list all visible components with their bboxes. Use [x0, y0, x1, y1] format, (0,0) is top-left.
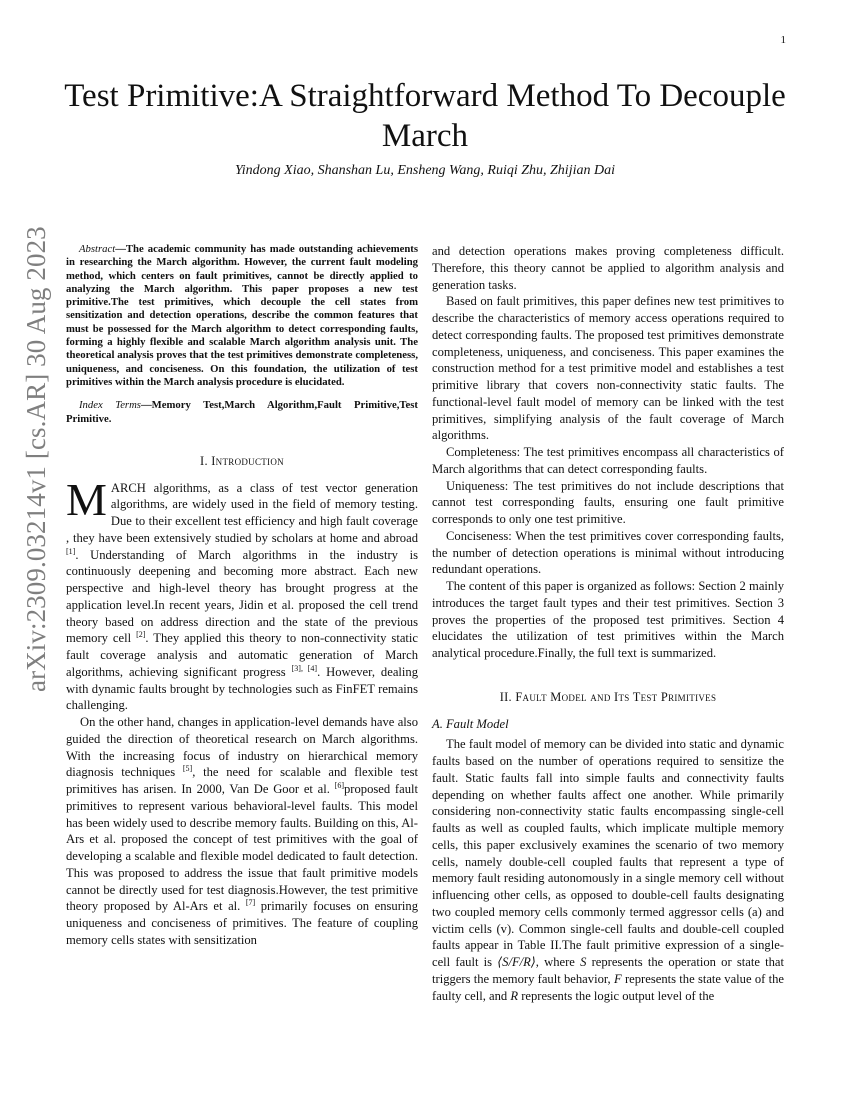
- intro-text: . However, dealing with dynamic faults brought by technologies such as FinFET remains challenging.: [66, 664, 418, 713]
- math-f: F: [613, 971, 622, 986]
- organization-paragraph: The content of this paper is organized as follows: Section 2 mainly introduces the target fault types and their test primitives. Section 3 proves the properties of the proposed test primitives. Section 4 elucidates the utilization of test primitives within the March analytical procedure.Finally, the full text is summarized.: [432, 579, 784, 660]
- right-column: [432, 243, 784, 1004]
- abstract: [66, 243, 418, 389]
- abstract-label: Abstract: [79, 243, 116, 255]
- author-list: Yindong Xiao, Shanshan Lu, Ensheng Wang, Ruiqi Zhu, Zhijian Dai: [235, 163, 615, 178]
- intro-paragraph-1: [66, 473, 418, 715]
- citation: [3], [4]: [291, 663, 318, 673]
- fault-text: represents the operation or state that triggers the memory fault behavior,: [432, 955, 784, 986]
- intro-paragraph-2: [66, 714, 418, 949]
- citation: [1]: [66, 546, 76, 556]
- index-terms-text: —Memory Test,March Algorithm,Fault Primitive,Test Primitive.: [66, 399, 418, 425]
- arxiv-side-stamp: arXiv:2309.03214v1 [cs.AR] 30 Aug 2023: [21, 226, 51, 692]
- completeness-paragraph: Completeness: The test primitives encompass all characteristics of March algorithms that can detect corresponding faults.: [432, 445, 784, 476]
- intro-text: proposed fault primitives to represent various behavioral-level faults. This model has been widely used to describe memory faults. Building on this, Al-Ars et al. proposed the concept of test primitives with the goal of developing a scalable and flexible model dedicated to fault detection. This was proposed to address the issue that fault primitive models cannot be directly used for test diagnosis.However, the test primitive theory proposed by Al-Ars et al.: [66, 782, 418, 914]
- citation: [5]: [182, 764, 193, 774]
- intro-text: . Understanding of March algorithms in the industry is continuously deepening and becoming more abstract. Each new perspective and high-level theory has brought progress at the application level.In recent years, Jidin et al. proposed the cell trend theory based on address direction and the state of the previous memory cell: [66, 547, 418, 646]
- section-heading-fault-model: II. Fault Model and Its Test Primitives: [499, 689, 717, 704]
- fault-text: represents the logic output level of the: [518, 988, 715, 1003]
- citation: [6]: [334, 780, 344, 790]
- fault-text: represents the state value of the faulty cell, and: [432, 971, 784, 1003]
- fault-text: The fault model of memory can be divided into static and dynamic faults based on the number of operations required to sensitize the fault. Static faults fall into simple faults and connectivity faults depending on whether faults affect one another. While primarily considering non-connectivity static faults encompassing single-cell faults as well as coupled faults, which implicate multiple memory cells, this paper exclusively examines the scenario of two memory cells, namely double-cell coupled faults that represent a type of memory fault residing autonomously in a single memory cell without influencing other cells, as opposed to double-cell faults designating two coupled memory cells commonly termed aggressor cells (a) and victim cells (v). Common single-cell faults and double-cell coupled faults appear in Table II.The fault primitive expression of a single-cell fault is: [432, 737, 784, 969]
- fault-model-paragraph: [432, 736, 784, 1004]
- page-number: 1: [780, 34, 786, 46]
- intro-text: ARCH algorithms, as a class of test vector generation algorithms, are widely used in the field of memory testing. Due to their excellent test efficiency and high fault coverage , they have been extensively studied by scholars at home and abroad: [66, 480, 418, 545]
- intro-text: . They applied this theory to non-connectivity static fault coverage analysis and automatic generation of March algorithms, achieving significant progress: [66, 631, 418, 679]
- drop-cap: M: [66, 473, 107, 525]
- abstract-text: —The academic community has made outstanding achievements in researching the March algorithm. However, the current fault modeling method, which centers on fault primitives, cannot be directly applied to analyzing the March algorithm. This paper proposes a new test primitive.The test primitives, which decouple the cell states from sensitization and detection operations, describe the common features that must be possessed for the March algorithm to detect corresponding faults, forming a highly flexible and scalable March algorithm analysis unit. The theoretical analysis proves that the test primitives demonstrate completeness, uniqueness, and conciseness. On this foundation, the utilization of test primitives within the March analysis procedure is elucidated.: [66, 243, 418, 388]
- section-heading-introduction: I. Introduction: [200, 453, 284, 468]
- citation: [7]: [245, 898, 256, 908]
- citation: [2]: [136, 630, 146, 640]
- intro-paragraph-continued: and detection operations makes proving completeness difficult. Therefore, this theory cannot be applied to algorithm analysis and generation tasks.: [432, 244, 784, 292]
- math-s: S: [580, 955, 587, 969]
- intro-text: , the need for scalable and flexible test primitives has arisen. In 2000, Van De Goor et al.: [66, 765, 418, 797]
- paper-title: Test Primitive:A Straightforward Method To Decouple March: [64, 78, 786, 154]
- conciseness-paragraph: Conciseness: When the test primitives cover corresponding faults, the number of detection operations is minimal without introducing redundant operations.: [432, 528, 784, 577]
- intro-text: primarily focuses on ensuring uniqueness and conciseness of primitives. The feature of coupling memory cells states with sensitization: [66, 899, 418, 947]
- left-column: [66, 243, 418, 949]
- intro-text: On the other hand, changes in application-level demands have also guided the direction of theoretical research on March algorithms. With the increasing focus of industry on hierarchical memory diagnosis techniques: [66, 715, 418, 780]
- index-terms-label: Index Terms: [79, 399, 141, 412]
- uniqueness-paragraph: Uniqueness: The test primitives do not include descriptions that cannot test corresponding faults, ensuring one fault primitive corresponds to only one test primitive.: [432, 478, 784, 526]
- math-r: R: [510, 988, 519, 1003]
- subsection-heading-fault-model: A. Fault Model: [432, 716, 509, 731]
- intro-paragraph-3: Based on fault primitives, this paper defines new test primitives to describe the characteristics of memory access operations required to detect corresponding faults. The proposed test primitives demonstrate completeness, uniqueness, and conciseness. This paper examines the construction method for a test primitive model and establishes a test primitive library that covers non-connectivity static faults. The functional-level fault model of memory can be linked with the test primitives, simplifying analysis of the fault coverage of March algorithms.: [432, 294, 784, 443]
- fault-text: , where: [535, 955, 581, 969]
- index-terms: [66, 399, 418, 426]
- math-sfr: ⟨S/F/R⟩: [497, 955, 536, 969]
